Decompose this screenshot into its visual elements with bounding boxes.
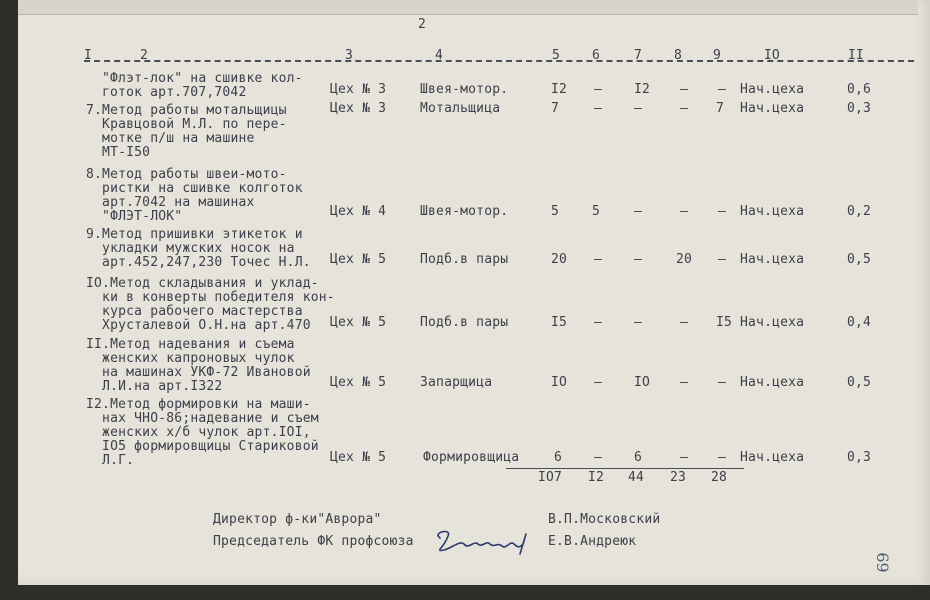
- row-description-line: курса рабочего мастерства: [86, 304, 303, 319]
- row-profession: Запарщица: [420, 375, 493, 390]
- row-col7: –: [634, 101, 643, 116]
- row-description-line: женских х/б чулок арт.IOI,: [86, 425, 311, 440]
- row-description-line: женских капроновых чулок: [86, 351, 295, 366]
- row-responsible: Нач.цеха: [740, 252, 805, 267]
- row-col8: –: [680, 375, 689, 390]
- col-header-9: 9: [713, 48, 721, 63]
- row-description-line: "Флэт-лок" на сшивке кол-: [102, 71, 303, 86]
- row-profession: Мотальщица: [420, 101, 501, 116]
- row-col7: –: [634, 252, 643, 267]
- row-description-line: Л.Г.: [86, 453, 135, 468]
- union-chair-name: Е.В.Андреюк: [548, 534, 637, 549]
- total-col6: I2: [588, 470, 605, 485]
- col-header-2: 2: [140, 48, 148, 63]
- margin-page-note: 69: [873, 552, 893, 573]
- row-col8: –: [680, 450, 689, 465]
- col-header-5: 5: [552, 48, 560, 63]
- row-col5: I5: [551, 315, 568, 330]
- row-col5: I2: [551, 82, 568, 97]
- total-col8: 23: [670, 470, 687, 485]
- page-top-edge: [18, 0, 918, 15]
- row-shop: Цех № 5: [330, 375, 387, 390]
- col-header-4: 4: [435, 48, 443, 63]
- row-responsible: Нач.цеха: [740, 82, 805, 97]
- row-col7: –: [634, 315, 643, 330]
- row-profession: Подб.в пары: [420, 252, 509, 267]
- col-header-10: IO: [764, 48, 780, 63]
- row-col9: –: [718, 204, 727, 219]
- row-description-line: Хрусталевой О.Н.на арт.470: [86, 318, 311, 333]
- row-col11: 0,3: [847, 101, 872, 116]
- row-col7: IO: [634, 375, 651, 390]
- row-col7: 6: [634, 450, 643, 465]
- total-col7: 44: [628, 470, 645, 485]
- row-description-line: мотке п/ш на машине: [86, 131, 255, 146]
- row-description-line: ристки на сшивке колготок: [86, 181, 303, 196]
- row-description-line: ки в конверты победителя кон-: [86, 290, 335, 305]
- row-col8: –: [680, 204, 689, 219]
- row-responsible: Нач.цеха: [740, 315, 805, 330]
- row-description-line: укладки мужских носок на: [86, 241, 295, 256]
- col-header-6: 6: [592, 48, 600, 63]
- row-description-line: на машинах УКФ-72 Ивановой: [86, 365, 311, 380]
- row-shop: Цех № 5: [330, 252, 387, 267]
- row-description-line: II.Метод надевания и съема: [86, 337, 295, 352]
- row-description-line: готок арт.707,7042: [102, 85, 247, 100]
- row-col11: 0,2: [847, 204, 872, 219]
- row-col9: –: [718, 375, 727, 390]
- row-description-line: IO5 формировщицы Стариковой: [86, 439, 319, 454]
- total-col9: 28: [711, 470, 728, 485]
- row-description-line: "ФЛЭТ-ЛОК": [86, 209, 183, 224]
- row-shop: Цех № 5: [330, 315, 387, 330]
- row-col5: 6: [554, 450, 563, 465]
- row-col9: –: [718, 82, 727, 97]
- row-col5: 5: [551, 204, 560, 219]
- row-description-line: I2.Метод формировки на маши-: [86, 397, 311, 412]
- row-description-line: 7.Метод работы мотальщицы: [86, 103, 287, 118]
- row-col8: –: [680, 101, 689, 116]
- row-profession: Формировщица: [423, 450, 520, 465]
- director-title: Директор ф-ки"Аврора": [213, 512, 382, 527]
- row-col11: 0,4: [847, 315, 872, 330]
- row-col11: 0,5: [847, 375, 872, 390]
- row-description-line: 9.Метод пришивки этикеток и: [86, 227, 303, 242]
- row-col6: –: [594, 315, 603, 330]
- row-shop: Цех № 3: [330, 82, 387, 97]
- header-dashed-rule: [84, 60, 914, 62]
- col-header-3: 3: [345, 48, 353, 63]
- row-col5: IO: [551, 375, 568, 390]
- page-number: 2: [418, 17, 427, 32]
- row-col11: 0,3: [847, 450, 872, 465]
- row-col6: –: [594, 101, 603, 116]
- row-description-line: арт.452,247,230 Точес Н.Л.: [86, 255, 311, 270]
- row-col7: –: [634, 204, 643, 219]
- row-description-line: IO.Метод складывания и уклад-: [86, 276, 319, 291]
- row-col9: –: [718, 450, 727, 465]
- row-shop: Цех № 3: [330, 101, 387, 116]
- col-header-7: 7: [634, 48, 642, 63]
- row-col6: –: [594, 252, 603, 267]
- total-col5: IO7: [538, 470, 563, 485]
- row-profession: Швея-мотор.: [420, 82, 509, 97]
- row-col9: 7: [716, 101, 725, 116]
- row-col6: 5: [592, 204, 601, 219]
- row-col7: I2: [634, 82, 651, 97]
- handwritten-signature: [430, 526, 540, 562]
- col-header-8: 8: [674, 48, 682, 63]
- row-description-line: арт.7042 на машинах: [86, 195, 255, 210]
- row-shop: Цех № 4: [330, 204, 387, 219]
- row-profession: Подб.в пары: [420, 315, 509, 330]
- row-col6: –: [594, 450, 603, 465]
- row-col8: –: [680, 82, 689, 97]
- row-col8: 20: [676, 252, 693, 267]
- row-description-line: Л.И.на арт.I322: [86, 379, 223, 394]
- row-col6: –: [594, 375, 603, 390]
- row-description-line: МТ-I50: [86, 145, 151, 160]
- row-col5: 20: [551, 252, 568, 267]
- row-description-line: Кравцовой М.Л. по пере-: [86, 117, 287, 132]
- row-col11: 0,5: [847, 252, 872, 267]
- row-col9: I5: [716, 315, 733, 330]
- row-responsible: Нач.цеха: [740, 375, 805, 390]
- row-col5: 7: [551, 101, 560, 116]
- union-chair-title: Председатель ФК профсоюза: [213, 534, 414, 549]
- row-description-line: 8.Метод работы швеи-мото-: [86, 167, 287, 182]
- col-header-11: II: [848, 48, 864, 63]
- director-name: В.П.Московский: [548, 512, 661, 527]
- col-header-1: I: [84, 48, 92, 63]
- row-shop: Цех № 5: [330, 450, 387, 465]
- row-description-line: нах ЧНО-86;надевание и съем: [86, 411, 319, 426]
- row-col6: –: [594, 82, 603, 97]
- row-col9: –: [718, 252, 727, 267]
- row-col11: 0,6: [847, 82, 872, 97]
- row-responsible: Нач.цеха: [740, 204, 805, 219]
- totals-rule: [506, 468, 744, 469]
- row-responsible: Нач.цеха: [740, 450, 805, 465]
- row-col8: –: [680, 315, 689, 330]
- row-responsible: Нач.цеха: [740, 101, 805, 116]
- row-profession: Швея-мотор.: [420, 204, 509, 219]
